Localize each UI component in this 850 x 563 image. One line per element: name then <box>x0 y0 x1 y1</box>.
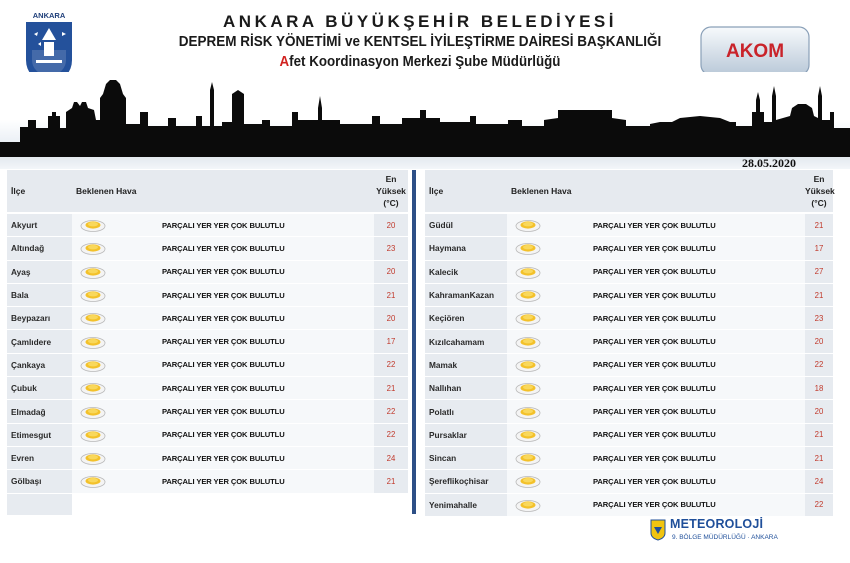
table-row <box>425 494 833 517</box>
partly-cloudy-icon <box>515 335 541 349</box>
weather-icon-cell <box>72 354 162 377</box>
weather-description: PARÇALI YER YER ÇOK BULUTLU <box>162 237 374 260</box>
district-name: Yenimahalle <box>425 494 507 517</box>
max-temperature: 22 <box>374 424 408 447</box>
district-name: Ayaş <box>7 261 72 284</box>
district-name: Çubuk <box>7 377 72 400</box>
district-name: Elmadağ <box>7 400 72 423</box>
district-name: Mamak <box>425 354 507 377</box>
table-row <box>425 354 833 377</box>
max-temperature: 21 <box>374 470 408 493</box>
max-temperature: 22 <box>374 400 408 423</box>
weather-description: PARÇALI YER YER ÇOK BULUTLU <box>593 400 805 423</box>
partly-cloudy-icon <box>515 218 541 232</box>
table-row <box>7 237 408 260</box>
weather-icon-cell <box>72 330 162 353</box>
partly-cloudy-icon <box>80 358 106 372</box>
partly-cloudy-icon <box>515 428 541 442</box>
table-row <box>7 330 408 353</box>
partly-cloudy-icon <box>80 405 106 419</box>
header-en-yuksek: En Yüksek (°C) <box>805 170 833 214</box>
table-row <box>425 307 833 330</box>
partly-cloudy-icon <box>515 265 541 279</box>
district-name: Çamlıdere <box>7 330 72 353</box>
header-ilce: İlçe <box>7 170 72 214</box>
max-temperature: 20 <box>805 400 833 423</box>
district-name: Bala <box>7 284 72 307</box>
weather-icon-cell <box>72 424 162 447</box>
partly-cloudy-icon <box>80 218 106 232</box>
partly-cloudy-icon <box>515 358 541 372</box>
partly-cloudy-icon <box>80 381 106 395</box>
weather-icon-cell <box>72 447 162 470</box>
max-temperature: 24 <box>374 447 408 470</box>
weather-description: PARÇALI YER YER ÇOK BULUTLU <box>593 237 805 260</box>
weather-description: PARÇALI YER YER ÇOK BULUTLU <box>593 377 805 400</box>
header-ilce: İlçe <box>425 170 507 214</box>
header-titles <box>150 12 690 72</box>
partly-cloudy-icon <box>80 311 106 325</box>
partly-cloudy-icon <box>80 451 106 465</box>
district-name: Beypazarı <box>7 307 72 330</box>
district-name: Kalecik <box>425 261 507 284</box>
weather-icon-cell <box>507 330 593 353</box>
weather-description: PARÇALI YER YER ÇOK BULUTLU <box>162 261 374 284</box>
partly-cloudy-icon <box>515 381 541 395</box>
table-divider <box>412 170 416 514</box>
weather-description: PARÇALI YER YER ÇOK BULUTLU <box>593 284 805 307</box>
meteoroloji-logo <box>650 517 800 547</box>
weather-description: PARÇALI YER YER ÇOK BULUTLU <box>162 354 374 377</box>
table-row <box>7 424 408 447</box>
table-row <box>425 261 833 284</box>
partly-cloudy-icon <box>515 405 541 419</box>
partly-cloudy-icon <box>515 311 541 325</box>
weather-icon-cell <box>507 447 593 470</box>
weather-icon-cell <box>507 261 593 284</box>
weather-icon-cell <box>507 307 593 330</box>
weather-icon-cell <box>507 377 593 400</box>
max-temperature: 23 <box>374 237 408 260</box>
max-temperature: 21 <box>374 284 408 307</box>
weather-description: PARÇALI YER YER ÇOK BULUTLU <box>162 377 374 400</box>
max-temperature: 21 <box>805 284 833 307</box>
weather-icon-cell <box>507 284 593 307</box>
partly-cloudy-icon <box>515 474 541 488</box>
empty-row <box>7 494 408 516</box>
table-row <box>425 400 833 423</box>
header-beklenen-hava: Beklenen Hava <box>507 170 805 214</box>
table-row <box>7 354 408 377</box>
table-row <box>425 330 833 353</box>
akom-logo-text: AKOM <box>725 41 785 62</box>
partly-cloudy-icon <box>515 498 541 512</box>
partly-cloudy-icon <box>515 241 541 255</box>
max-temperature: 17 <box>805 237 833 260</box>
district-name: Sincan <box>425 447 507 470</box>
table-row <box>425 377 833 400</box>
partly-cloudy-icon <box>80 265 106 279</box>
weather-description: PARÇALI YER YER ÇOK BULUTLU <box>162 307 374 330</box>
table-row <box>7 447 408 470</box>
weather-description: PARÇALI YER YER ÇOK BULUTLU <box>593 261 805 284</box>
weather-description: PARÇALI YER YER ÇOK BULUTLU <box>162 470 374 493</box>
table-row <box>7 470 408 493</box>
weather-icon-cell <box>72 307 162 330</box>
max-temperature: 21 <box>805 424 833 447</box>
table-row <box>425 470 833 493</box>
title-line-3 <box>172 52 669 72</box>
max-temperature: 21 <box>805 447 833 470</box>
logo-text: ANKARA <box>32 11 66 20</box>
partly-cloudy-icon <box>80 474 106 488</box>
table-row <box>425 447 833 470</box>
weather-description: PARÇALI YER YER ÇOK BULUTLU <box>162 447 374 470</box>
partly-cloudy-icon <box>80 335 106 349</box>
report-date: 28.05.2020 <box>742 156 796 170</box>
district-name: Güdül <box>425 214 507 237</box>
header-beklenen-hava: Beklenen Hava <box>72 170 374 214</box>
weather-icon-cell <box>72 237 162 260</box>
weather-description: PARÇALI YER YER ÇOK BULUTLU <box>593 494 805 517</box>
partly-cloudy-icon <box>515 288 541 302</box>
district-name: Pursaklar <box>425 424 507 447</box>
left-forecast-table <box>7 170 408 516</box>
weather-icon-cell <box>507 424 593 447</box>
district-name: Evren <box>7 447 72 470</box>
max-temperature: 20 <box>374 261 408 284</box>
table-row <box>7 307 408 330</box>
title-line-1: ANKARA BÜYÜKŞEHİR BELEDİYESİ <box>223 12 617 31</box>
max-temperature: 23 <box>805 307 833 330</box>
weather-description: PARÇALI YER YER ÇOK BULUTLU <box>593 354 805 377</box>
weather-icon-cell <box>507 214 593 237</box>
table-row <box>425 424 833 447</box>
weather-icon-cell <box>507 354 593 377</box>
weather-icon-cell <box>72 377 162 400</box>
partly-cloudy-icon <box>515 451 541 465</box>
max-temperature: 22 <box>805 494 833 517</box>
max-temperature: 18 <box>805 377 833 400</box>
max-temperature: 22 <box>805 354 833 377</box>
meteoroloji-emblem-icon <box>650 519 666 541</box>
header-en-yuksek: En Yüksek (°C) <box>374 170 408 214</box>
title-line-2: DEPREM RİSK YÖNETİMİ ve KENTSEL İYİLEŞTİRME DAİRESİ BAŞKANLIĞI <box>178 33 662 50</box>
partly-cloudy-icon <box>80 241 106 255</box>
city-skyline <box>0 72 850 158</box>
max-temperature: 20 <box>374 307 408 330</box>
max-temperature: 20 <box>374 214 408 237</box>
weather-icon-cell <box>507 237 593 260</box>
weather-description: PARÇALI YER YER ÇOK BULUTLU <box>162 424 374 447</box>
table-row <box>7 284 408 307</box>
weather-icon-cell <box>72 470 162 493</box>
weather-description: PARÇALI YER YER ÇOK BULUTLU <box>593 330 805 353</box>
weather-icon-cell <box>507 400 593 423</box>
table-row <box>7 214 408 237</box>
weather-description: PARÇALI YER YER ÇOK BULUTLU <box>162 284 374 307</box>
table-row <box>425 214 833 237</box>
weather-icon-cell <box>72 261 162 284</box>
weather-description: PARÇALI YER YER ÇOK BULUTLU <box>162 330 374 353</box>
table-row <box>425 237 833 260</box>
weather-description: PARÇALI YER YER ÇOK BULUTLU <box>162 214 374 237</box>
meteoroloji-subtitle: 9. BÖLGE MÜDÜRLÜĞÜ · ANKARA <box>672 534 778 541</box>
district-name: Nallıhan <box>425 377 507 400</box>
weather-description: PARÇALI YER YER ÇOK BULUTLU <box>593 214 805 237</box>
weather-icon-cell <box>507 494 593 517</box>
weather-description: PARÇALI YER YER ÇOK BULUTLU <box>593 307 805 330</box>
district-name: Akyurt <box>7 214 72 237</box>
max-temperature: 22 <box>374 354 408 377</box>
weather-icon-cell <box>72 284 162 307</box>
max-temperature: 21 <box>805 214 833 237</box>
max-temperature: 27 <box>805 261 833 284</box>
district-name: Gölbaşı <box>7 470 72 493</box>
weather-icon-cell <box>72 214 162 237</box>
table-row <box>7 377 408 400</box>
partly-cloudy-icon <box>80 428 106 442</box>
district-name: Etimesgut <box>7 424 72 447</box>
right-forecast-table <box>425 170 833 517</box>
date-bar <box>0 157 850 169</box>
table-row <box>7 261 408 284</box>
district-name: Haymana <box>425 237 507 260</box>
district-name: Altındağ <box>7 237 72 260</box>
table-row <box>7 400 408 423</box>
weather-icon-cell <box>507 470 593 493</box>
max-temperature: 20 <box>805 330 833 353</box>
table-row <box>425 284 833 307</box>
title-line-3-rest: fet Koordinasyon Merkezi Şube Müdürlüğü <box>289 54 561 70</box>
district-name: Kızılcahamam <box>425 330 507 353</box>
district-name: Polatlı <box>425 400 507 423</box>
weather-icon-cell <box>72 400 162 423</box>
max-temperature: 24 <box>805 470 833 493</box>
weather-description: PARÇALI YER YER ÇOK BULUTLU <box>593 424 805 447</box>
max-temperature: 21 <box>374 377 408 400</box>
meteoroloji-title: METEOROLOJİ <box>670 517 764 531</box>
district-name: KahramanKazan <box>425 284 507 307</box>
partly-cloudy-icon <box>80 288 106 302</box>
district-name: Çankaya <box>7 354 72 377</box>
district-name: Keçiören <box>425 307 507 330</box>
max-temperature: 17 <box>374 330 408 353</box>
district-name: Şereflikoçhisar <box>425 470 507 493</box>
weather-description: PARÇALI YER YER ÇOK BULUTLU <box>593 470 805 493</box>
akom-logo <box>700 26 810 76</box>
title-line-3-initial: A <box>279 54 290 70</box>
weather-description: PARÇALI YER YER ÇOK BULUTLU <box>593 447 805 470</box>
weather-description: PARÇALI YER YER ÇOK BULUTLU <box>162 400 374 423</box>
